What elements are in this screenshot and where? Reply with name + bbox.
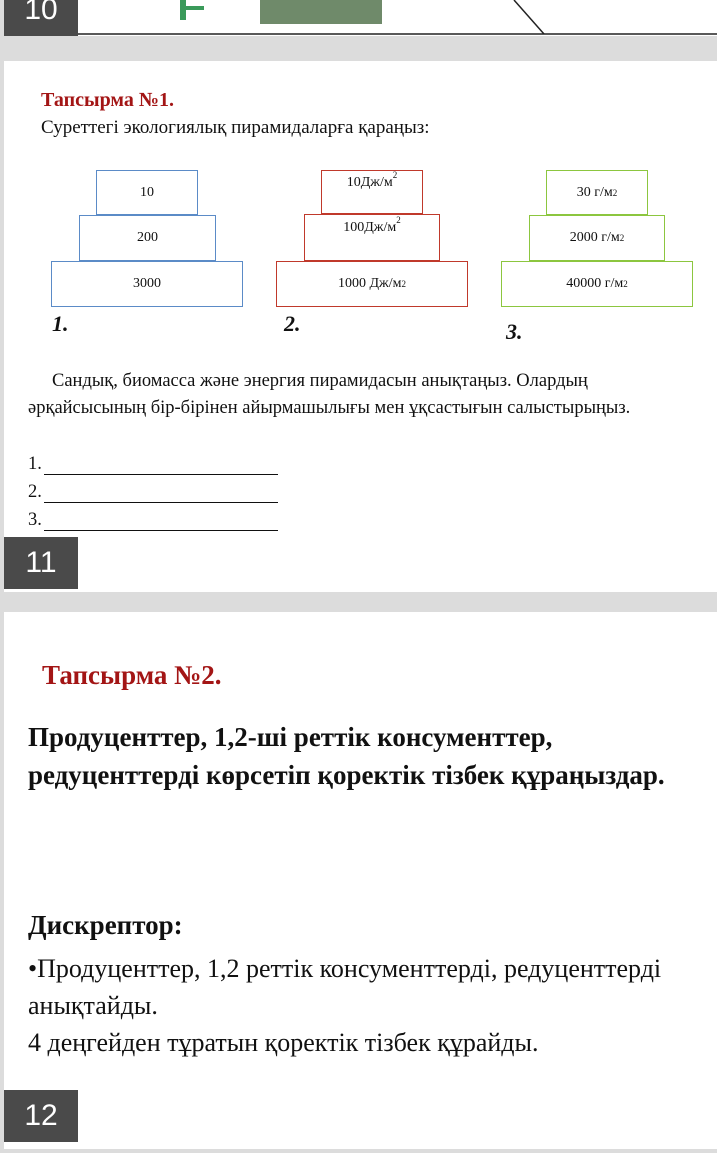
page-number-badge: 10	[4, 0, 78, 36]
pyramid-3-level-middle: 2000 г/м 2	[529, 215, 665, 261]
pyramid-2-level-top: 10Дж/м 2	[321, 170, 423, 214]
pyramid-2-level-middle: 100Дж/м 2	[304, 214, 440, 261]
pyramid-1-label: 1.	[52, 311, 69, 336]
task-2-body: Продуценттер, 1,2-ші реттік консументтер, редуценттерді көрсетіп қоректік тізбек құраңыздар.	[28, 722, 665, 790]
task-1-instruction: Сандық, биомасса және энергия пирамидасын анықтаңыз. Олардың әрқайсысының бір-бірінен айырмашылығы мен ұқсастығын салыстырыңыз.	[28, 371, 631, 418]
answer-line-3[interactable]: 3.	[28, 510, 278, 531]
pyramid-3-level-bottom: 40000 г/м 2	[501, 261, 693, 307]
slide-task-2	[4, 612, 717, 1149]
plant-image-fragment	[176, 0, 206, 22]
descriptor-line-2: 4 деңгейден тұратын қоректік тізбек құрайды.	[28, 1028, 539, 1057]
descriptor-title: Дискрептор:	[28, 910, 183, 940]
descriptor-line-1: •Продуценттер, 1,2 реттік консументтерді, редуценттерді анықтайды.	[28, 954, 662, 1020]
pyramid-1-level-bottom: 3000	[51, 261, 243, 307]
page-number-badge: 11	[4, 537, 78, 589]
previous-slide-fragment	[4, 0, 717, 36]
task-1-subtitle: Суреттегі экологиялық пирамидаларға қараңыз:	[41, 117, 430, 138]
slide-task-1	[4, 61, 717, 592]
task-1-title: Тапсырма №1.	[41, 89, 174, 111]
pyramid-3-label: 3.	[506, 319, 523, 344]
pyramid-1-level-top: 10	[96, 170, 198, 215]
pyramid-3-level-top: 30 г/м 2	[546, 170, 648, 215]
pyramid-1-level-middle: 200	[79, 215, 216, 261]
pyramid-2-level-bottom: 1000 Дж/м 2	[276, 261, 468, 307]
task-2-title: Тапсырма №2.	[42, 660, 222, 690]
pyramid-2-label: 2.	[284, 311, 301, 336]
animal-image-fragment	[260, 0, 382, 24]
page-number-badge: 12	[4, 1090, 78, 1142]
answer-line-1[interactable]: 1.	[28, 454, 278, 475]
answer-line-2[interactable]: 2.	[28, 482, 278, 503]
descriptor-text	[28, 950, 698, 1061]
